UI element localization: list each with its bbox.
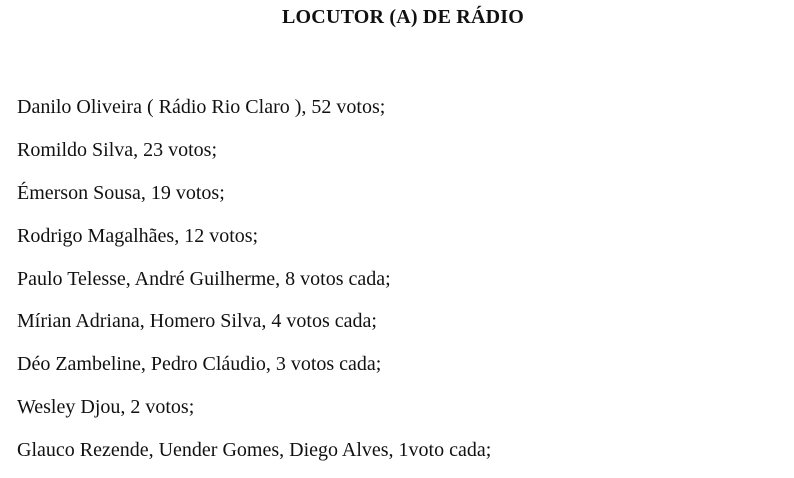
vote-entry: Danilo Oliveira ( Rádio Rio Claro ), 52 votos; [17,96,386,118]
vote-entry: Glauco Rezende, Uender Gomes, Diego Alves, 1voto cada; [17,439,492,462]
vote-entry: Émerson Sousa, 19 votos; [17,181,225,204]
vote-entry: Rodrigo Magalhães, 12 votos; [17,224,259,247]
vote-entry: Mírian Adriana, Homero Silva, 4 votos cada; [17,310,377,333]
vote-entry: Paulo Telesse, André Guilherme, 8 votos cada; [17,267,391,290]
document-title: LOCUTOR (A) DE RÁDIO [282,6,524,28]
vote-entry: Déo Zambeline, Pedro Cláudio, 3 votos cada; [17,353,382,376]
vote-list [17,92,491,478]
vote-entry: Wesley Djou, 2 votos; [17,396,195,419]
vote-entry: Romildo Silva, 23 votos; [17,138,218,161]
